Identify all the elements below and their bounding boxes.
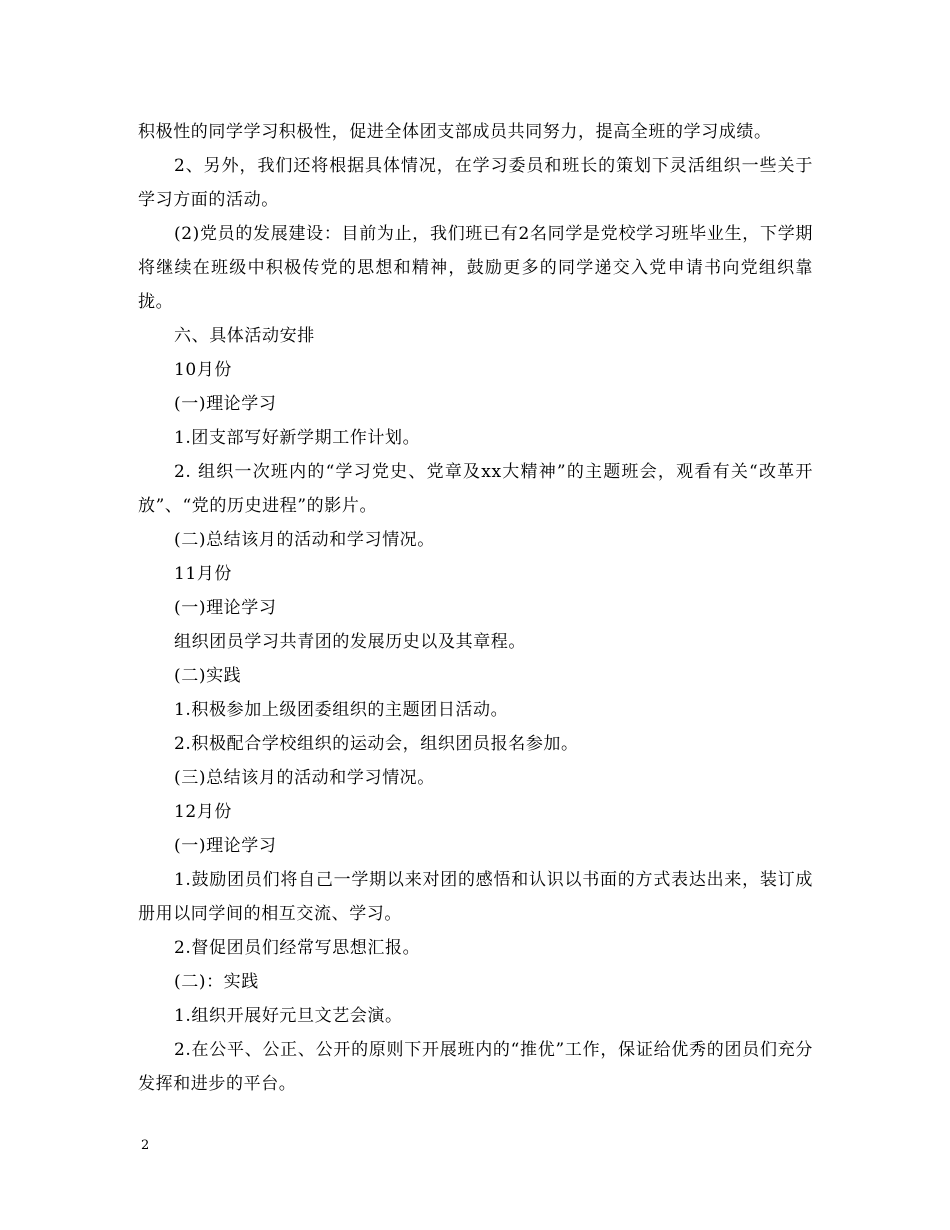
- paragraph: 组织团员学习共青团的发展历史以及其章程。: [174, 632, 526, 652]
- list-item: 1.鼓励团员们将自己一学期以来对团的感悟和认识以书面的方式表达出来，装订成册用以同学间的相互交流、学习。: [138, 870, 813, 924]
- subsection-heading: (二)总结该月的活动和学习情况。: [174, 530, 435, 550]
- paragraph: (2)党员的发展建设：目前为止，我们班已有2名同学是党校学习班毕业生，下学期将继续在班级中积极传党的思想和精神，鼓励更多的同学递交入党申请书向党组织靠拢。: [138, 224, 813, 312]
- subsection-heading: (一)理论学习: [174, 598, 277, 618]
- paragraph: 2、另外，我们还将根据具体情况，在学习委员和班长的策划下灵活组织一些关于学习方面的活动。: [138, 156, 813, 210]
- subsection-heading: (二)：实践: [174, 972, 259, 992]
- document-body: [138, 115, 813, 1101]
- list-item: 1.积极参加上级团委组织的主题团日活动。: [174, 700, 509, 720]
- subsection-heading: (一)理论学习: [174, 394, 277, 414]
- page-number: 2: [141, 1138, 150, 1153]
- list-item: 2.督促团员们经常写思想汇报。: [174, 938, 421, 958]
- subsection-heading: (一)理论学习: [174, 836, 277, 856]
- list-item: 1.团支部写好新学期工作计划。: [174, 428, 421, 448]
- month-heading: 10月份: [174, 360, 233, 380]
- subsection-heading: (二)实践: [174, 666, 242, 686]
- list-item: 2.积极配合学校组织的运动会，组织团员报名参加。: [174, 734, 579, 754]
- list-item: 2. 组织一次班内的“学习党史、党章及xx大精神”的主题班会，观看有关“改革开放”、“党的历史进程”的影片。: [138, 462, 813, 516]
- subsection-heading: (三)总结该月的活动和学习情况。: [174, 768, 435, 788]
- list-item: 2.在公平、公正、公开的原则下开展班内的“推优”工作，保证给优秀的团员们充分发挥和进步的平台。: [138, 1040, 813, 1094]
- month-heading: 12月份: [174, 802, 233, 822]
- section-heading: 六、具体活动安排: [174, 326, 315, 346]
- month-heading: 11月份: [174, 564, 233, 584]
- paragraph: 积极性的同学学习积极性，促进全体团支部成员共同努力，提高全班的学习成绩。: [138, 122, 772, 142]
- list-item: 1.组织开展好元旦文艺会演。: [174, 1006, 403, 1026]
